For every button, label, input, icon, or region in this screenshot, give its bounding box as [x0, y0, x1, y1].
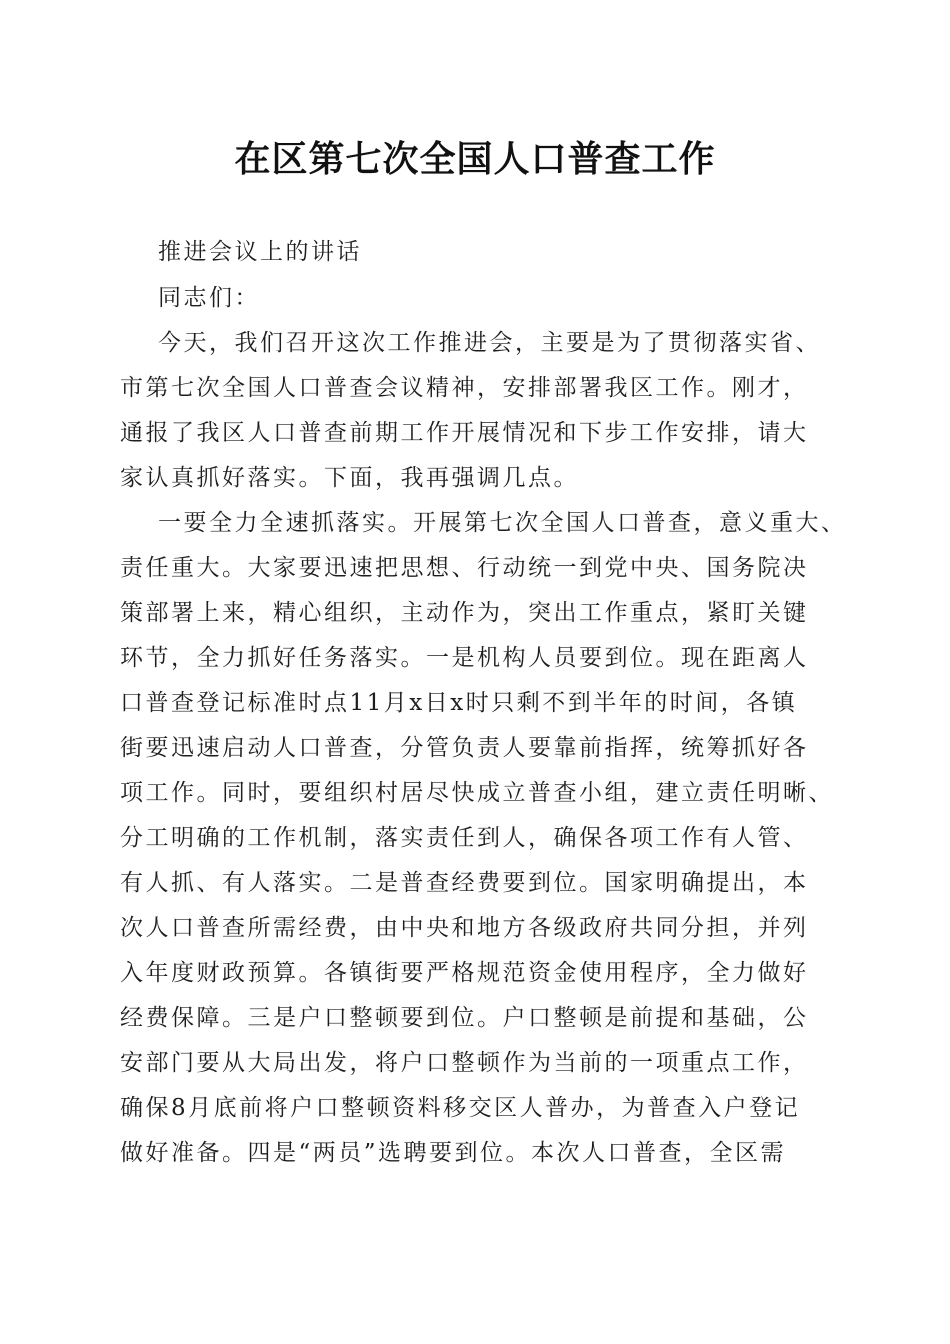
- paragraph-line: 分工明确的工作机制，落实责任到人，确保各项工作有人管、: [120, 825, 809, 851]
- salutation-line: 同志们：: [158, 285, 260, 311]
- document-title: 在区第七次全国人口普查工作: [234, 138, 716, 180]
- paragraph-line: 策部署上来，精心组织，主动作为，突出工作重点，紧盯关键: [120, 600, 809, 626]
- paragraph-line: 项工作。同时，要组织村居尽快成立普查小组，建立责任明晰、: [120, 780, 834, 806]
- paragraph-line: 责任重大。大家要迅速把思想、行动统一到党中央、国务院决: [120, 555, 809, 581]
- paragraph-line: 有人抓、有人落实。二是普查经费要到位。国家明确提出，本: [120, 870, 809, 896]
- paragraph-line: 安部门要从大局出发，将户口整顿作为当前的一项重点工作，: [120, 1050, 809, 1076]
- paragraph-line: 环节，全力抓好任务落实。一是机构人员要到位。现在距离人: [120, 645, 809, 671]
- paragraph-line: 入年度财政预算。各镇街要严格规范资金使用程序，全力做好: [120, 960, 809, 986]
- paragraph-line: 通报了我区人口普查前期工作开展情况和下步工作安排，请大: [120, 420, 809, 446]
- paragraph-line: 街要迅速启动人口普查，分管负责人要靠前指挥，统筹抓好各: [120, 735, 809, 761]
- paragraph-line: 经费保障。三是户口整顿要到位。户口整顿是前提和基础，公: [120, 1005, 809, 1031]
- paragraph-line: 市第七次全国人口普查会议精神，安排部署我区工作。刚才，: [120, 375, 809, 401]
- paragraph-line: 今天，我们召开这次工作推进会，主要是为了贯彻落实省、: [158, 330, 821, 356]
- paragraph-line: 家认真抓好落实。下面，我再强调几点。: [120, 465, 579, 491]
- paragraph-line: 次人口普查所需经费，由中央和地方各级政府共同分担，并列: [120, 915, 809, 941]
- paragraph-line: 做好准备。四是“两员”选聘要到位。本次人口普查，全区需: [120, 1140, 787, 1166]
- paragraph-line: 口普查登记标准时点11月x日x时只剩不到半年的时间，各镇: [120, 690, 798, 716]
- paragraph-line: 一要全力全速抓落实。开展第七次全国人口普查，意义重大、: [158, 510, 847, 536]
- subtitle-line: 推进会议上的讲话: [158, 239, 362, 265]
- paragraph-line: 确保8月底前将户口整顿资料移交区人普办，为普查入户登记: [120, 1095, 801, 1121]
